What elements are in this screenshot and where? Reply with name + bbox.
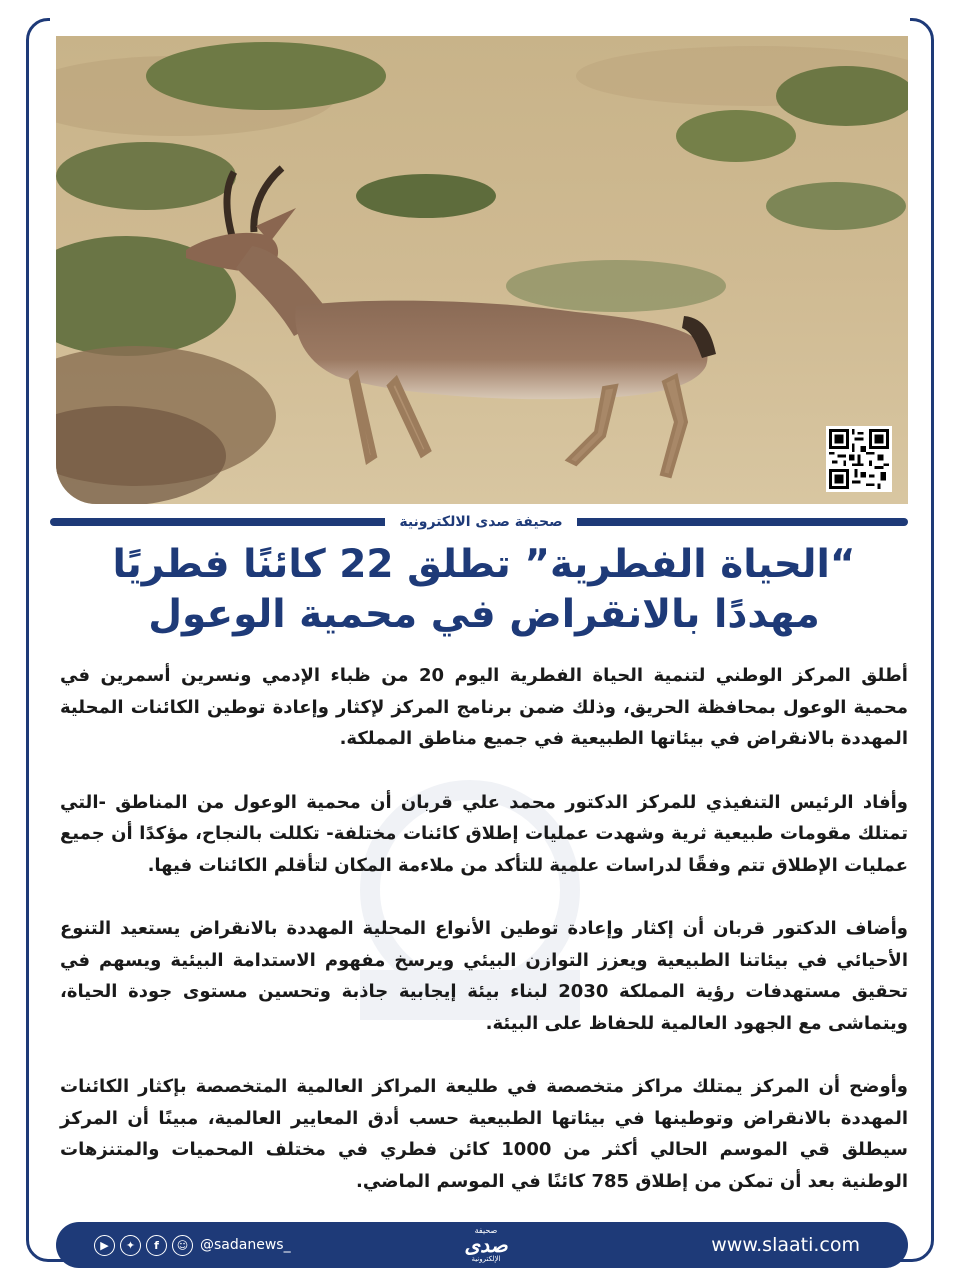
article-paragraph: وأضاف الدكتور قربان أن إكثار وإعادة توطين الأنواع المحلية المهددة بالانقراض يستعيد التنوع الأحيائي في بيئاتنا الطبيعية ويعزز التوازن البيئي ويرسخ مفهوم الاستدامة البيئية ويسهم في تحقيق مستهدفات رؤية المملكة 2030 لبناء بيئة إيجابية جاذبة وتحسين مستوى جودة الحياة، ويتماشى مع الجهود العالمية للحفاظ على البيئة. (60, 918, 908, 1034)
brand-logo (446, 1226, 526, 1264)
youtube-icon[interactable]: ▶ (94, 1235, 115, 1256)
article-paragraph: وأوضح أن المركز يمتلك مراكز متخصصة في طليعة المراكز العالمية المتخصصة بإكثار الكائنات المهددة بالانقراض وتوطينها في بيئاتها الطبيعية حسب أدق المعايير العالمية، مبينًا أن المركز سيطلق قي الموسم الحالي أكثر من 1000 كائن فطري في مختلف المحميات والمتنزهات الوطنية بعد أن تمكن من إطلاق 785 كائنًا في الموسم الماضي. (60, 1076, 908, 1192)
article-paragraph: أطلق المركز الوطني لتنمية الحياة الفطرية اليوم 20 من ظباء الإدمي ونسرين أسمرين في محمية الوعول بمحافظة الحريق، وذلك ضمن برنامج المركز لإكثار وإعادة توطين الكائنات المحلية المهددة بالانقراض في بيئاتها الطبيعية في جميع مناطق المملكة. (60, 665, 908, 749)
facebook-icon[interactable]: f (146, 1235, 167, 1256)
brand-sub: الإلكترونية (471, 1255, 501, 1263)
social-links (94, 1222, 291, 1268)
gazelle-photo (56, 36, 908, 504)
qr-code[interactable] (826, 426, 892, 492)
brand-main: صدى (464, 1233, 508, 1257)
website-link[interactable]: www.slaati.com (711, 1234, 860, 1256)
footer-bar (56, 1222, 908, 1268)
social-handle[interactable]: @sadanews_ (200, 1237, 291, 1253)
source-label: صحيفة صدى الالكترونية (385, 510, 577, 534)
twitter-icon[interactable]: ✦ (120, 1235, 141, 1256)
article-body (60, 660, 908, 1229)
snapchat-icon[interactable]: ☺ (172, 1235, 193, 1256)
brand-top: صحيفة (474, 1226, 498, 1235)
article-paragraph: وأفاد الرئيس التنفيذي للمركز الدكتور محمد علي قربان أن محمية الوعول من المناطق -التي تمتلك مقومات طبيعية ثرية وشهدت عمليات إطلاق كائنات مختلفة- تكللت بالنجاح، مؤكدًا أن جميع عمليات الإطلاق تتم وفقًا لدراسات علمية للتأكد من ملاءمة المكان لتأقلم الكائنات فيها. (60, 791, 908, 876)
headline: “الحياة الفطرية” تطلق 22 كائنًا فطريًا مهددًا بالانقراض في محمية الوعول (112, 542, 856, 637)
